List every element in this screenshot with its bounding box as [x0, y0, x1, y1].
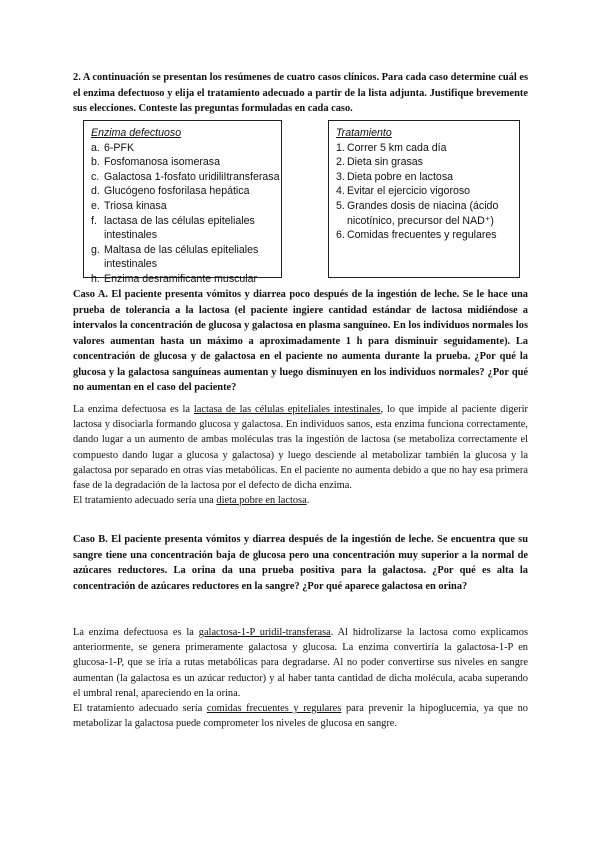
enzyme-item-text: Enzima desramificante muscular	[104, 272, 258, 285]
case-b-explanation-rest: . Al hidrolizarse la lactosa como explicamos anteriormente, se genera primeramente galactosa y glucosa. La enzima convertiría la galactosa-1-P en glucosa-1-P, que se iría a rutas metabólicas para degradarse. Al no poder convertirse sus niveles en sangre aumentan (la galactosa es un azúcar reductor) y al haber tanta cantidad de dicha molécula, acaba superando el umbral renal, apareciendo en la orina.	[73, 627, 528, 699]
enzyme-item	[91, 155, 281, 170]
enzyme-item-mark: g.	[91, 243, 100, 256]
enzyme-list-box	[83, 120, 282, 285]
enzyme-item-text: Maltasa de las células epiteliales intestinales	[104, 243, 259, 271]
treatment-list-box	[328, 120, 520, 278]
treatment-item-mark: 5.	[336, 199, 345, 212]
treatment-item-text: Grandes dosis de niacina (ácido nicotínico, precursor del NAD⁺)	[347, 199, 499, 227]
enzyme-item-text: 6-PFK	[104, 141, 135, 154]
enzyme-item-mark: b.	[91, 156, 100, 169]
treatment-item	[336, 228, 519, 243]
treatment-item	[336, 184, 519, 199]
case-b-answer	[73, 625, 528, 731]
enzyme-item-mark: f.	[91, 214, 97, 227]
enzyme-item-mark: c.	[91, 170, 100, 183]
enzyme-item	[91, 272, 281, 287]
treatment-item-mark: 2.	[336, 156, 345, 169]
case-b-explanation-start: La enzima defectuosa es la	[73, 627, 199, 638]
treatment-list-title: Tratamiento	[336, 127, 392, 139]
enzyme-item-text: Triosa kinasa	[104, 199, 167, 212]
case-b-explanation	[73, 625, 528, 701]
case-a-treatment-end: .	[306, 495, 310, 507]
enzyme-item	[91, 214, 281, 243]
case-b-enzyme: galactosa-1-P uridil-transferasa	[198, 627, 331, 638]
enzyme-item-text: Fosfomanosa isomerasa	[104, 156, 220, 169]
enzyme-list-title: Enzima defectuoso	[91, 127, 182, 139]
case-b-treatment	[73, 701, 528, 731]
enzyme-item-mark: d.	[91, 185, 100, 198]
treatment-item	[336, 199, 519, 228]
treatment-item-mark: 6.	[336, 229, 345, 242]
treatment-item-text: Evitar el ejercicio vigoroso	[347, 185, 471, 198]
case-a-explanation-rest: , lo que impide al paciente digerir lactosa y disociarla formando glucosa y galactosa. En individuos sanos, esta enzima funciona correctamente, dando lugar a un aumento de ambas moléculas tras la ingestión de lactosa (se metaboliza correctamente el compuesto dando lugar a glucosa y galactosa) y luego desciende al metabolizar también la glucosa y la galactosa por separado en otras vías metabólicas. En el paciente no aumenta debido a que no hay esa primera fase de la degradación de la lactosa por el defecto de dicha enzima.	[73, 404, 528, 492]
enzyme-item	[91, 170, 281, 185]
case-b-treatment-end: para prevenir la hipoglucemia, ya que no metabolizar la galactosa puede comprometer los niveles de glucosa en sangre.	[73, 703, 528, 730]
exercise-intro: 2. A continuación se presentan los resúmenes de cuatro casos clínicos. Para cada caso determine cuál es el enzima defectuoso y elija el tratamiento adecuado a partir de la lista adjunta. Justifique brevemente sus elecciones. Conteste las preguntas formuladas en cada caso.	[73, 72, 528, 114]
enzyme-item	[91, 141, 281, 156]
enzyme-item-text: Glucógeno fosforilasa hepática	[104, 185, 250, 198]
enzyme-item-mark: a.	[91, 141, 100, 154]
treatment-item	[336, 155, 519, 170]
treatment-list	[336, 141, 519, 243]
enzyme-item	[91, 184, 281, 199]
case-a-treatment-start: El tratamiento adecuado sería una	[73, 495, 217, 507]
enzyme-item	[91, 243, 281, 272]
enzyme-item	[91, 199, 281, 214]
treatment-item	[336, 170, 519, 185]
enzyme-item-mark: e.	[91, 199, 100, 212]
treatment-item-text: Dieta sin grasas	[347, 156, 423, 169]
case-a-treatment	[73, 493, 528, 508]
enzyme-item-mark: h.	[91, 272, 100, 285]
case-a-enzyme: lactasa de las células epiteliales intestinales	[193, 404, 381, 415]
case-a-treatment-value: dieta pobre en lactosa	[216, 495, 307, 507]
case-a-explanation	[73, 402, 528, 493]
case-a-explanation-start: La enzima defectuosa es la	[73, 404, 194, 415]
treatment-item-text: Comidas frecuentes y regulares	[347, 229, 497, 242]
enzyme-item-text: Galactosa 1-fosfato uridiliItransferasa	[104, 170, 280, 183]
treatment-item	[336, 141, 519, 156]
treatment-item-text: Dieta pobre en lactosa	[347, 170, 454, 183]
enzyme-item-text: lactasa de las células epiteliales intestinales	[104, 214, 255, 242]
treatment-item-text: Correr 5 km cada día	[347, 141, 447, 154]
treatment-item-mark: 1.	[336, 141, 345, 154]
treatment-item-mark: 4.	[336, 185, 345, 198]
case-b-treatment-start: El tratamiento adecuado sería	[73, 703, 207, 715]
case-a-answer	[73, 402, 528, 508]
case-b-question: Caso B. El paciente presenta vómitos y diarrea después de la ingestión de leche. Se encuentra que su sangre tiene una concentración baja de glucosa pero una concentración muy superior a la normal de azúcares reductores. La orina da una prueba positiva para la galactosa. ¿Por qué es alta la concentración de azúcares reductores en la sangre? ¿Por qué aparece galactosa en orina?	[73, 534, 528, 592]
treatment-item-mark: 3.	[336, 170, 345, 183]
case-a-question: Caso A. El paciente presenta vómitos y diarrea poco después de la ingestión de leche. Se le hace una prueba de tolerancia a la lactosa (el paciente ingiere cantidad estándar de lactosa midiéndose a intervalos la concentración de glucosa y galactosa en plasma sanguíneo. En los individuos normales los valores aumentan hasta un máximo a aproximadamente 1 h para disminuir seguidamente). La concentración de glucosa y de galactosa en el paciente no aumenta durante la prueba. ¿Por qué la glucosa y la galactosa sanguíneas aumentan y luego disminuyen en los individuos normales? ¿Por qué no aumentan en el caso del paciente?	[73, 289, 528, 393]
case-b-treatment-value: comidas frecuentes y regulares	[206, 703, 342, 715]
enzyme-list	[91, 141, 281, 287]
